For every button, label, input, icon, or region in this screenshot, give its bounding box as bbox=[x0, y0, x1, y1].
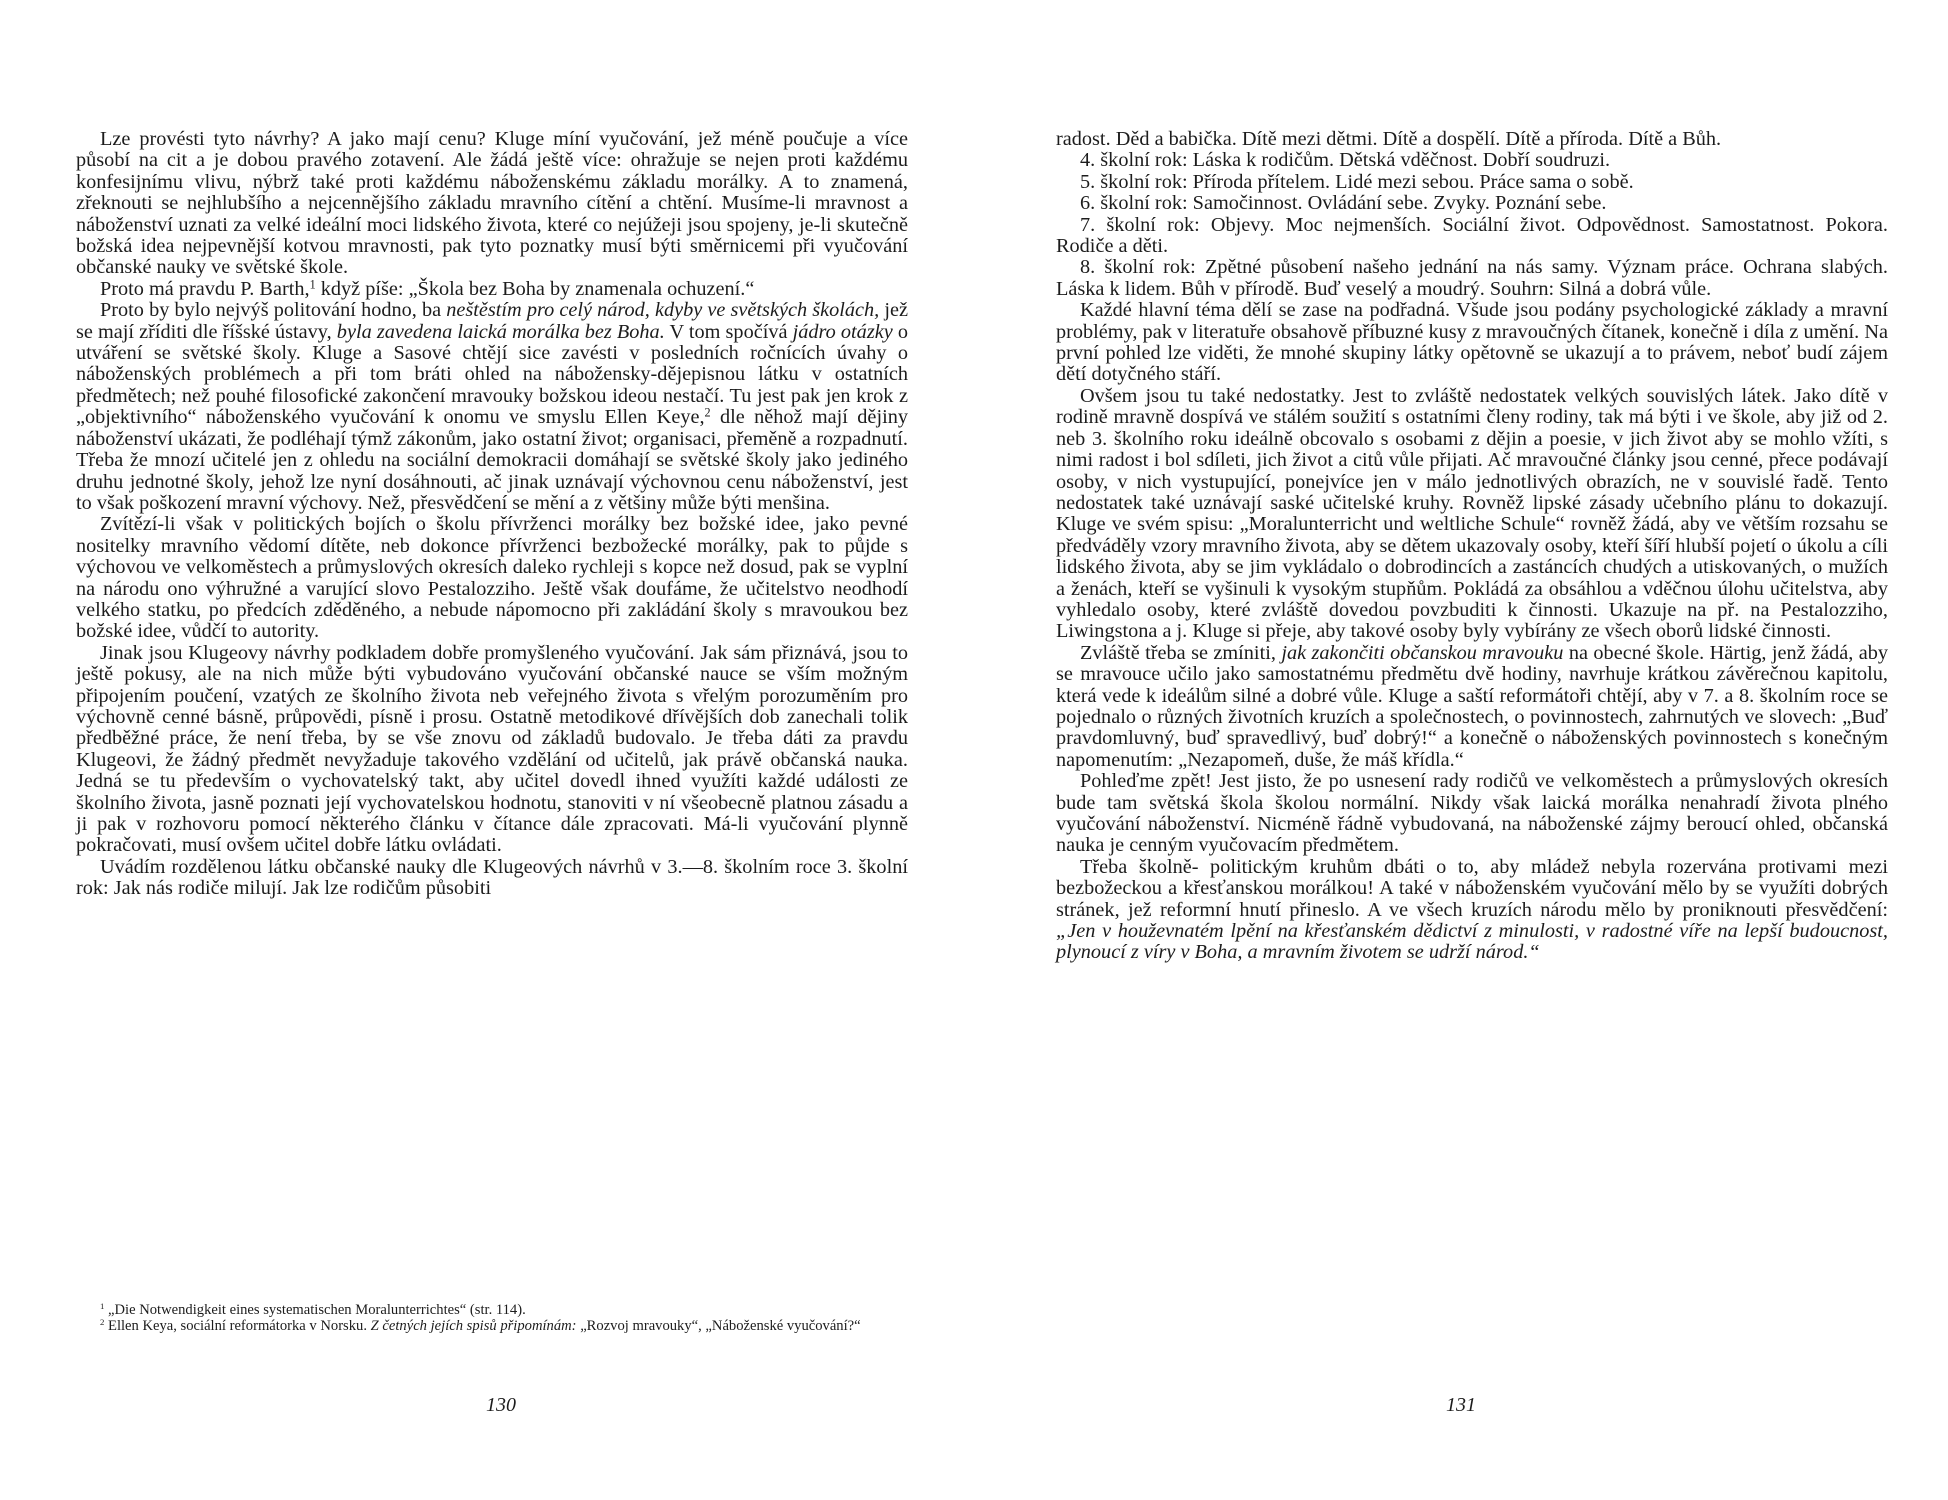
footnote-marker: 2 bbox=[100, 1317, 105, 1328]
text-run: 8. školní rok: Zpětné působení našeho jednání na nás samy. Význam práce. Ochrana slabých. Láska k lidem. Bůh v přírodě. Buď veselý a moudrý. Souhrn: Silná a dobrá vůle. bbox=[1056, 256, 1888, 300]
emphasis-text: jádro otázky bbox=[792, 320, 893, 343]
text-run: Ellen Keya, sociální reformátorka v Norsku. bbox=[104, 1318, 371, 1334]
paragraph bbox=[76, 643, 908, 857]
paragraph bbox=[1056, 129, 1888, 150]
list-item bbox=[1056, 215, 1888, 258]
right-page bbox=[974, 0, 1948, 1500]
text-run: jež se mají zříditi dle říšské ústavy, bbox=[76, 299, 908, 343]
footnote bbox=[76, 1302, 908, 1318]
paragraph bbox=[76, 129, 908, 279]
text-run: 4. školní rok: Láska k rodičům. Dětská vděčnost. Dobří soudruzi. bbox=[1080, 149, 1611, 172]
text-run: Uvádím rozdělenou látku občanské nauky dle Klugeových návrhů v 3.—8. školním roce 3. školní rok: Jak nás rodiče milují. Jak lze rodičům působiti bbox=[76, 855, 908, 900]
text-run: na obecné škole. Härtig, jenž žádá, aby se mravouce učilo jako samostatnému předmětu dvě hodiny, navrhuje krátkou závěrečnou kapitolu, která vede k ideálům silné a dobré vůle. Kluge a saští reformátoři chtějí, aby v 7. a 8. školním roce se pojednalo o různých životních kruzích a společnostech, o povinnostech, zahrnutých ve slovech: „Buď pravdomluvný, buď spravedlivý, buď dobrý!“ a konečně o náboženských povinnostech s konečným napomenutím: „Nezapomeň, duše, že máš křídla.“ bbox=[1056, 641, 1888, 771]
text-run: Ovšem jsou tu také nedostatky. Jest to zvláště nedostatek velkých souvislých látek. Jako dítě v rodině mravně dospívá ve stálém soužití s ostatními členy rodiny, tak má býti i ve škole, aby již od 2. neb 3. školního roku ideálně obcovalo s osobami z dějin a poesie, v jich život aby se mohlo vžíti, s nimi radost i bol sdíleti, jich život a citů vůle přijati. Ač mravoučné články jsou cenné, přece podávají osoby, v nich vystupující, ponejvíce jen v málo jednotlivých obrazích, ne v souvislé řadě. Tento nedostatek také uznávají saské učitelské kruhy. Rovněž lipské zásady učebního plánu to dokazují. Kluge ve svém spisu: „Moralunterricht und weltliche Schule“ rovněž žádá, aby ve větším rozsahu se předváděly vzory mravního života, aby se dětem ukazovaly osoby, kteří šíří hlubší pojetí o úkolu a cíli lidského života, aby se jim vykládalo o dobrodincích a zastáncích chudých a utiskovaných, o mužích a ženách, kteří se vyšinuli k vysokým stupňům. Pokládá za obsáhlou a vděčnou úlohu učitelstva, aby vyhledalo osoby, které zvláště dovedou povzbuditi k činnosti. Ukazuje na př. na Pestalozziho, Liwingstona a j. Kluge si přeje, aby takové osoby byly vybírány ze všech oborů lidské činnosti. bbox=[1056, 384, 1888, 643]
right-page-body bbox=[1056, 129, 1888, 964]
footnote-marker: 1 bbox=[100, 1301, 105, 1312]
left-page-body bbox=[76, 129, 908, 900]
page-number: 130 bbox=[486, 1394, 516, 1416]
text-run: dle něhož mají dějiny náboženství ukázati, že podléhají týmž zákonům, jako ostatní život; organisaci, přeměně a rozpadnutí. Třeba že mnozí učitelé jen z ohledu na sociální demokracii domáhají se světské školy jako jediného druhu jednotné školy, jehož lze nyní dosáhnouti, ač jinak uznávají výchovnou cenu náboženství, jest to však poškození mravní výchovy. Než, přesvědčení se mění a z většiny může býti menšina. bbox=[76, 406, 908, 514]
paragraph bbox=[76, 857, 908, 900]
footnote-marker: 2 bbox=[704, 405, 711, 420]
text-run: Pohleďme zpět! Jest jisto, že po usnesení rady rodičů ve velkoměstech a průmyslových okresích bude tam světská škola školou normální. Nikdy však laická morálka nenahradí života plného vyučování náboženství. Nicméně řádně vybudovaná, na náboženské zájmy beroucí ohled, občanská nauka je cenným vyučovacím předmětem. bbox=[1056, 770, 1888, 857]
list-item bbox=[1056, 172, 1888, 193]
text-run: V tom spočívá bbox=[664, 320, 793, 343]
text-run: Proto má pravdu P. Barth, bbox=[100, 277, 310, 300]
paragraph bbox=[76, 279, 908, 300]
paragraph bbox=[1056, 386, 1888, 643]
text-run: 7. školní rok: Objevy. Moc nejmenších. Sociální život. Odpovědnost. Samostatnost. Pokora. Rodiče a děti. bbox=[1056, 213, 1888, 258]
emphasis-text: byla zavedena laická morálka bez Boha. bbox=[336, 320, 665, 343]
paragraph bbox=[1056, 643, 1888, 771]
text-run: Třeba školně- politickým kruhům dbáti o to, aby mládež nebyla rozervána protivami mezi bezbožeckou a křesťanskou morálkou! A také v náboženském vyučování mělo by se využíti dobrých stránek, jež reformní hnutí přineslo. A ve všech kruzích národu mělo by proniknouti přesvědčení: bbox=[1056, 855, 1888, 921]
page-number: 131 bbox=[1446, 1394, 1476, 1416]
footnote bbox=[76, 1318, 908, 1334]
text-run: radost. Děd a babička. Dítě mezi dětmi. Dítě a dospělí. Dítě a příroda. Dítě a Bůh. bbox=[1056, 128, 1722, 150]
text-run: „Rozvoj mravouky“, „Náboženské vyučování?“ bbox=[576, 1318, 861, 1334]
footnote-marker: 1 bbox=[309, 277, 316, 292]
list-item bbox=[1056, 150, 1888, 171]
text-run: 5. školní rok: Příroda přítelem. Lidé mezi sebou. Práce sama o sobě. bbox=[1080, 170, 1634, 193]
text-run: „Die Notwendigkeit eines systematischen Moralunterrichtes“ (str. 114). bbox=[104, 1302, 526, 1318]
emphasis-text: jak zakončiti občanskou mravouku bbox=[1281, 641, 1564, 664]
paragraph bbox=[1056, 771, 1888, 857]
text-run: 6. školní rok: Samočinnost. Ovládání sebe. Zvyky. Poznání sebe. bbox=[1080, 192, 1607, 215]
text-run: Lze provésti tyto návrhy? A jako mají cenu? Kluge míní vyučování, jež méně poučuje a více působí na cit a je dobou pravého zotavení. Ale žádá ještě více: ohražuje se nejen proti každému konfesijnímu vlivu, nýbrž také proti každému náboženskému základu morálky. A to znamená, zřeknouti se nejhlubšího a nejcennějšího základu mravního cítění a chtění. Musíme-li mravnost a náboženství uznati za velké ideální moci lidského života, které co nejúžeji jsou spojeny, je-li skutečně božská idea nejpevnější kotvou mravnosti, pak tyto poznatky musí býti směrnicemi při vyučování občanské nauky ve světské škole. bbox=[76, 128, 908, 279]
emphasis-text: neštěstím pro celý národ, kdyby ve světských školách, bbox=[446, 299, 880, 322]
text-run: Jinak jsou Klugeovy návrhy podkladem dobře promyšleného vyučování. Jak sám přiznává, jsou to ještě pokusy, ale na nich může býti vybudováno vyučování občanské nauce se vším možným připojením poučení, vzatých ze školního života neb veřejného života s vřelým porozuměním pro výchovně cenné básně, průpovědi, písně i prosu. Ostatně metodikové dřívějších dob zanechali tolik předběžné práce, že není třeba, by se vše znovu od základů budovalo. Je třeba dáti za pravdu Klugeovi, že žádný předmět nevyžaduje takového vzdělání od učitelů, jak právě občanská nauka. Jedná se tu především o vychovatelský takt, aby učitel dovedl ihned využíti každé události ze školního života, jasně poznati její vychovatelskou hodnotu, stanoviti v ní všeobecně platnou zásadu a ji pak v rozhovoru pomocí některého článku v čítance dále zpracovati. Má-li vyučování plynně pokračovati, musí ovšem učitel dobře látku ovládati. bbox=[76, 641, 908, 857]
list-item bbox=[1056, 257, 1888, 300]
text-run: Každé hlavní téma dělí se zase na podřadná. Všude jsou podány psychologické základy a mravní problémy, pak v literatuře obsahově příbuzné kusy z mravoučných čítanek, konečně i díla z umění. Na první pohled lze viděti, že mnohé skupiny látky opětovně se ukazují a to právem, neboť budí zájem dětí dotyčného stáří. bbox=[1056, 299, 1888, 386]
text-run: o utváření se světské školy. Kluge a Sasové chtějí sice zavésti v posledních ročnících úvahy o náboženských problémech a při tom bráti ohled na nábožensky-dějepisnou látku v ostatních předmětech; než pouhé filosofické zakončení mravouky božskou ideou nestačí. Tu jest pak jen krok z „objektivního“ náboženského vyučování k onomu ve smyslu Ellen Keye, bbox=[76, 320, 908, 429]
paragraph bbox=[76, 514, 908, 642]
emphasis-text: „Jen v houževnatém lpění na křesťanském dědictví z minulosti, v radostné víře na lepší budoucnost, plynoucí z víry v Boha, a mravním životem se udrží národ.“ bbox=[1056, 920, 1888, 964]
emphasis-text: Z četných jejích spisů připomínám: bbox=[370, 1318, 577, 1334]
text-run: když píše: „Škola bez Boha by znamenala ochuzení.“ bbox=[315, 277, 755, 300]
footnotes bbox=[76, 1302, 908, 1334]
paragraph bbox=[76, 300, 908, 514]
paragraph bbox=[1056, 300, 1888, 386]
text-run: Zvítězí-li však v politických bojích o školu přívrženci morálky bez božské idee, jako pevné nositelky mravního vědomí dítěte, neb dokonce přívrženci bezbožecké morálky, pak to půjde s výchovou ve velkoměstech a průmyslových okresích daleko rychleji s kopce než dosud, pak se vyplní na národu ono výhružné a varující slovo Pestalozziho. Ještě však doufáme, že učitelstvo neodhodí velkého statku, po předcích zděděného, a nebude nápomocno při zakládání školy s mravoukou bez božské idee, vůdčí to autority. bbox=[76, 513, 908, 643]
paragraph bbox=[1056, 857, 1888, 964]
text-run: Proto by bylo nejvýš politování hodno, ba bbox=[100, 299, 447, 322]
text-run: Zvláště třeba se zmíniti, bbox=[1080, 641, 1282, 664]
list-item bbox=[1056, 193, 1888, 214]
